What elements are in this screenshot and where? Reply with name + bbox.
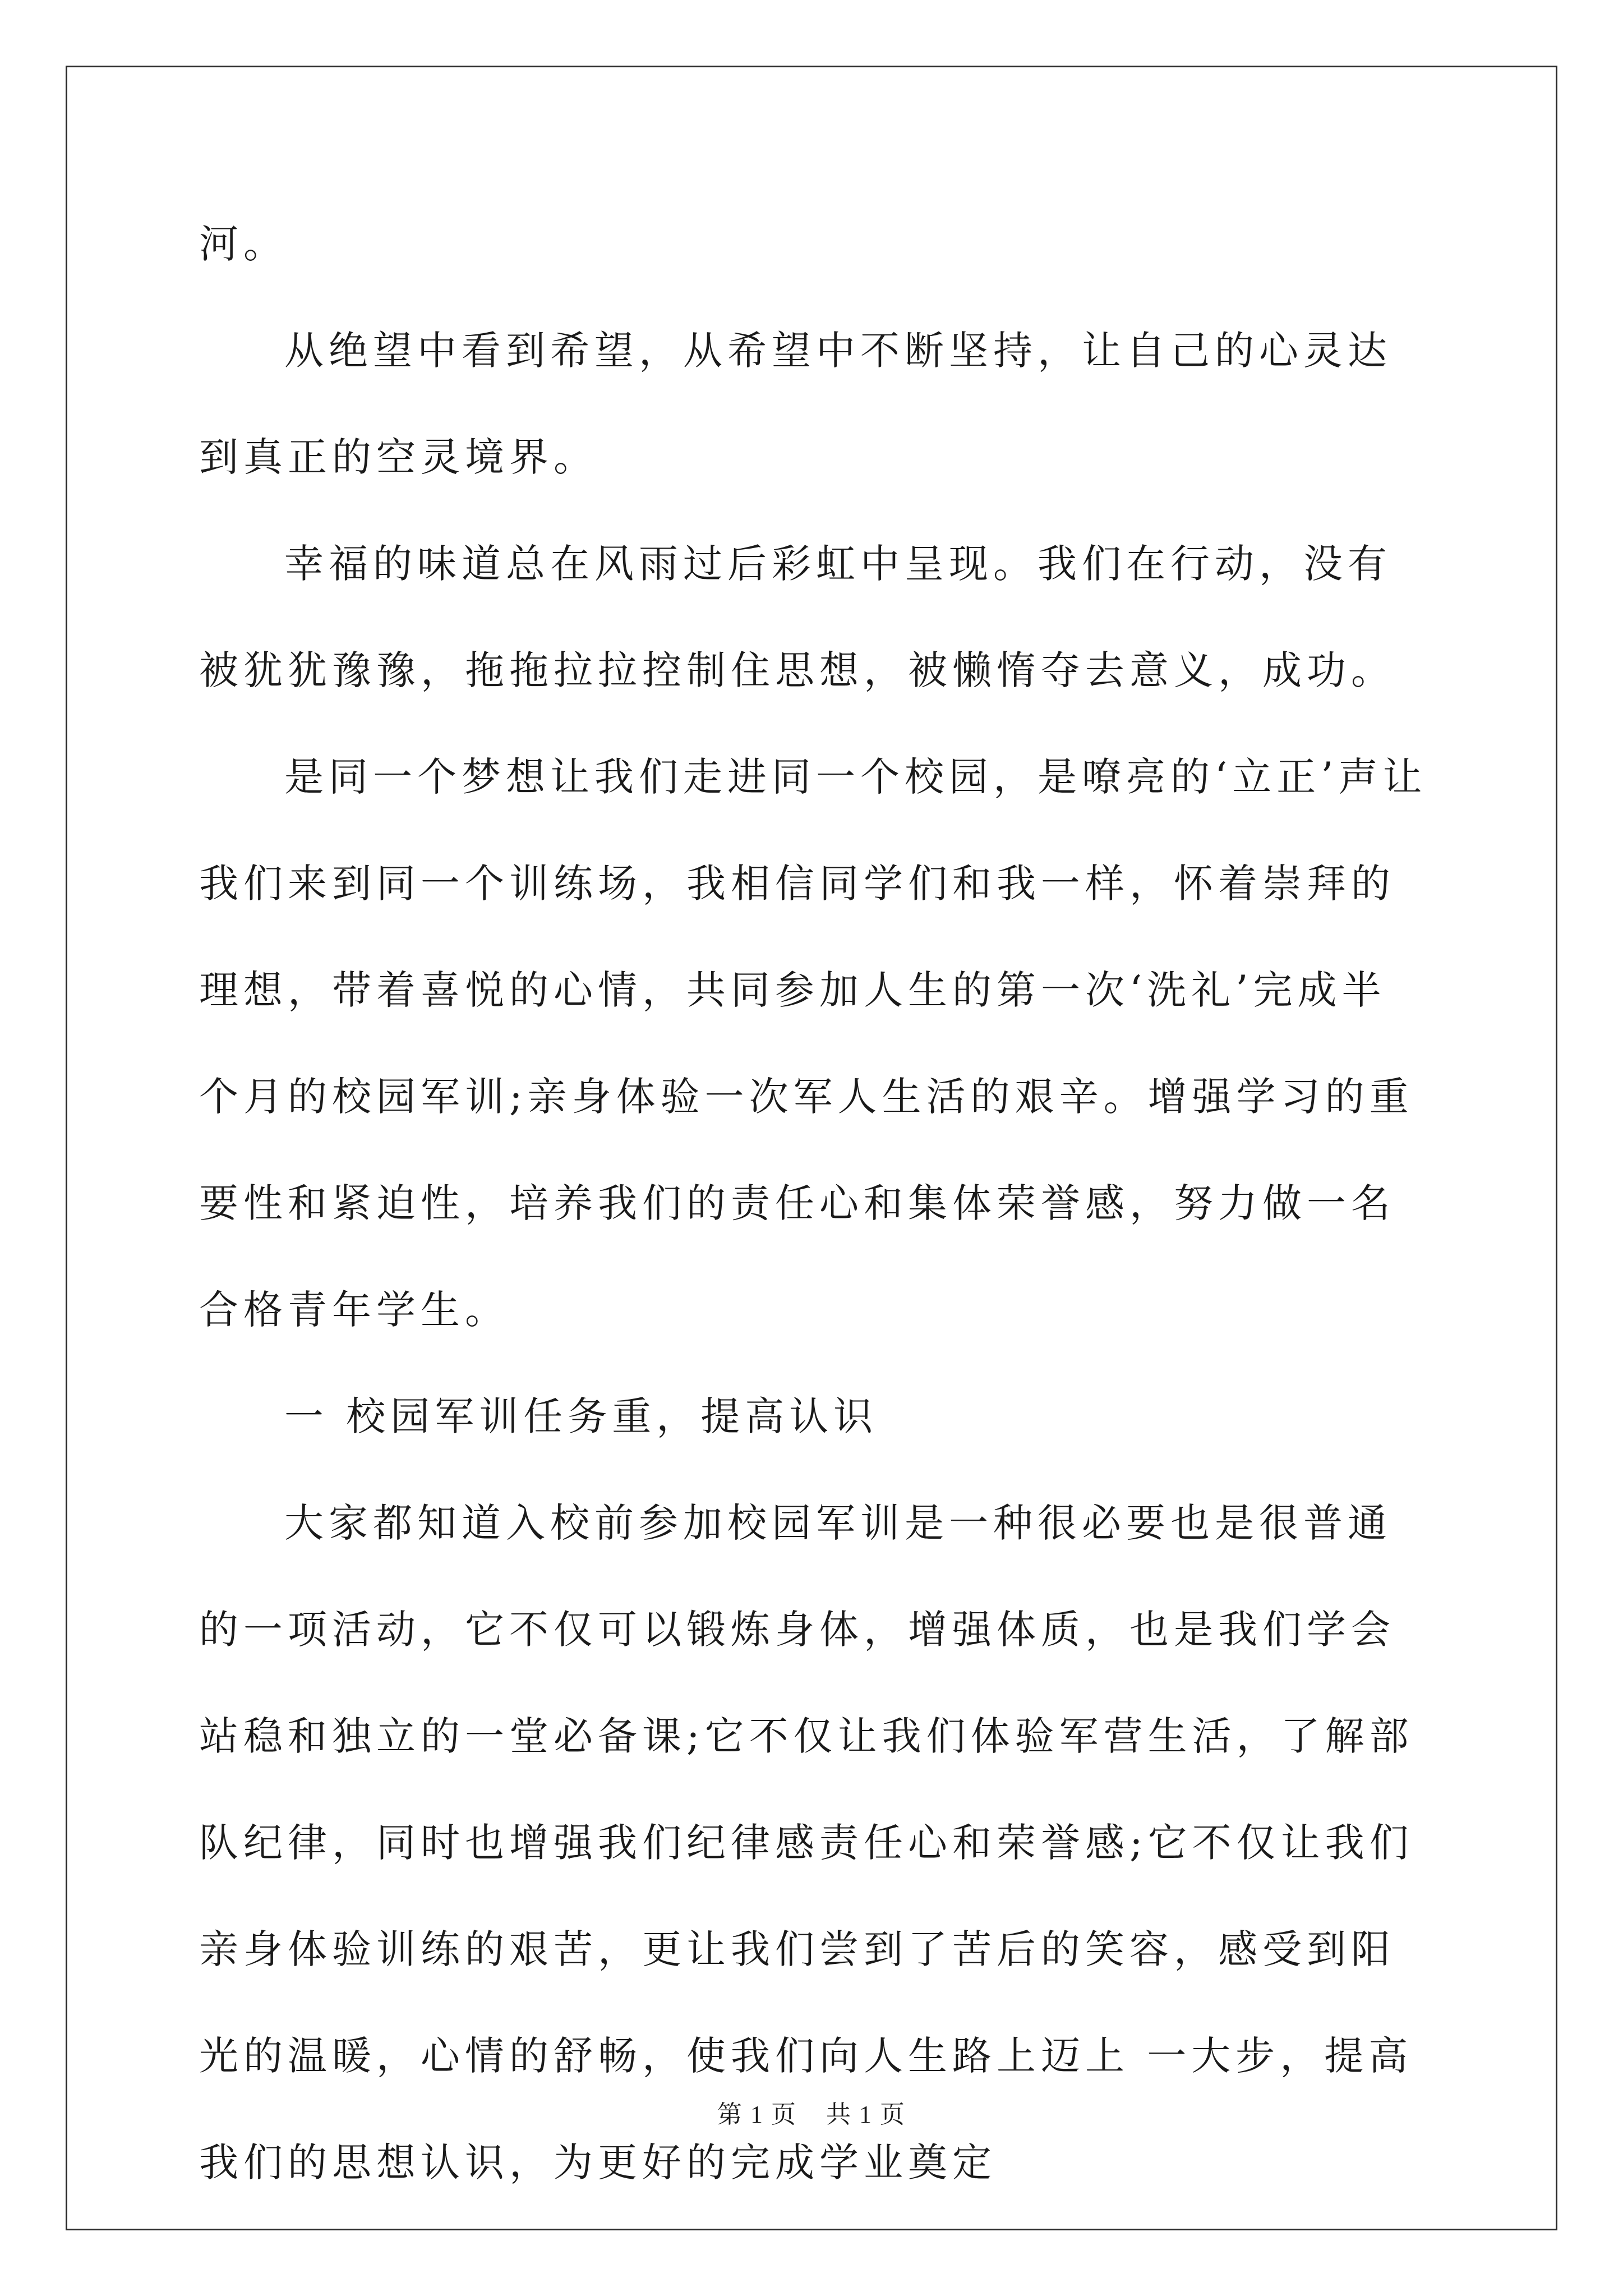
- document-body: [199, 191, 1430, 2216]
- paragraph: 从绝望中看到希望，从希望中不断坚持，让自己的心灵达到真正的空灵境界。: [199, 328, 1392, 480]
- paragraph: 幸福的味道总在风雨过后彩虹中呈现。我们在行动，没有被犹犹豫豫，拖拖拉拉控制住思想，被懒惰夺去意义，成功。: [199, 541, 1395, 693]
- paragraph: 大家都知道入校前参加校园军训是一种很必要也是很普通的一项活动，它不仅可以锻炼身体，增强体质，也是我们学会站稳和独立的一堂必备课;它不仅让我们体验军营生活，了解部队纪律，同时也增强我们纪律感责任心和荣誉感;它不仅让我们亲身体验训练的艰苦，更让我们尝到了苦后的笑容，感受到阳光的温暖，心情的舒畅，使我们向人生路上迈上 一大步，提高我们的思想认识，为更好的完成学业奠定: [199, 1500, 1414, 2185]
- paragraph: 是同一个梦想让我们走进同一个校园，是嘹亮的‘立正’声让我们来到同一个训练场，我相信同学们和我一样，怀着崇拜的理想，带着喜悦的心情，共同参加人生的第一次‘洗礼’完成半个月的校园军训;亲身体验一次军人生活的艰辛。增强学习的重要性和紧迫性，培养我们的责任心和集体荣誉感，努力做一名合格青年学生。: [199, 754, 1427, 1333]
- paragraph: 河。: [199, 221, 288, 267]
- page-footer: [0, 2094, 1623, 2130]
- page-total: 共 1 页: [826, 2101, 906, 2128]
- page-number: 第 1 页: [717, 2101, 797, 2128]
- section-heading: 一 校园军训任务重，提高认识: [284, 1393, 878, 1439]
